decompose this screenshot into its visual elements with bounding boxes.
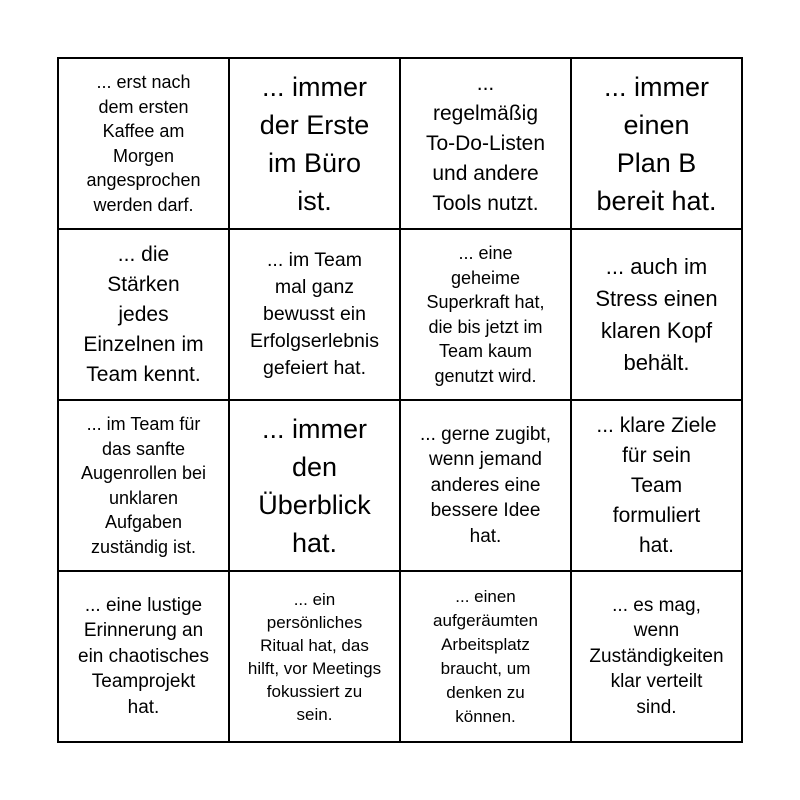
bingo-cell[interactable] (572, 401, 743, 572)
bingo-cell[interactable] (572, 572, 743, 743)
cell-text: ... immer den Überblick hat. (258, 413, 371, 558)
cell-text: ... im Team mal ganz bewusst ein Erfolgserlebnis gefeiert hat. (250, 249, 379, 379)
bingo-card (57, 57, 743, 743)
bingo-cell[interactable] (401, 59, 572, 230)
cell-text: ... eine geheime Superkraft hat, die bis jetzt im Team kaum genutzt wird. (426, 243, 545, 386)
cell-text: ... es mag, wenn Zuständigkeiten klar verteilt sind. (589, 594, 724, 718)
bingo-cell[interactable] (59, 59, 230, 230)
cell-text: ... erst nach dem ersten Kaffee am Morgen angesprochen werden darf. (86, 72, 201, 215)
cell-text: ... immer einen Plan B bereit hat. (596, 71, 717, 216)
bingo-cell[interactable] (230, 572, 401, 743)
cell-text: ... die Stärken jedes Einzelnen im Team kennt. (83, 242, 204, 386)
bingo-cell[interactable] (572, 230, 743, 401)
cell-text: ... eine lustige Erinnerung an ein chaotisches Teamprojekt hat. (78, 594, 209, 718)
cell-text: ... regelmäßig To-Do-Listen und andere Tools nutzt. (425, 71, 546, 215)
bingo-cell[interactable] (59, 572, 230, 743)
cell-text: ... einen aufgeräumten Arbeitsplatz braucht, um denken zu können. (433, 586, 538, 726)
bingo-cell[interactable] (401, 401, 572, 572)
bingo-cell[interactable] (572, 59, 743, 230)
bingo-cell[interactable] (401, 572, 572, 743)
cell-text: ... klare Ziele für sein Team formuliert hat. (596, 413, 717, 557)
bingo-cell[interactable] (59, 401, 230, 572)
cell-text: ... auch im Stress einen klaren Kopf behält. (595, 253, 718, 375)
cell-text: ... immer der Erste im Büro ist. (259, 71, 370, 216)
cell-text: ... ein persönliches Ritual hat, das hilft, vor Meetings fokussiert zu sein. (247, 589, 382, 724)
bingo-cell[interactable] (230, 230, 401, 401)
bingo-cell[interactable] (401, 230, 572, 401)
bingo-cell[interactable] (230, 401, 401, 572)
bingo-cell[interactable] (230, 59, 401, 230)
cell-text: ... im Team für das sanfte Augenrollen bei unklaren Aufgaben zuständig ist. (80, 414, 207, 557)
bingo-cell[interactable] (59, 230, 230, 401)
cell-text: ... gerne zugibt, wenn jemand anderes eine bessere Idee hat. (420, 423, 551, 547)
